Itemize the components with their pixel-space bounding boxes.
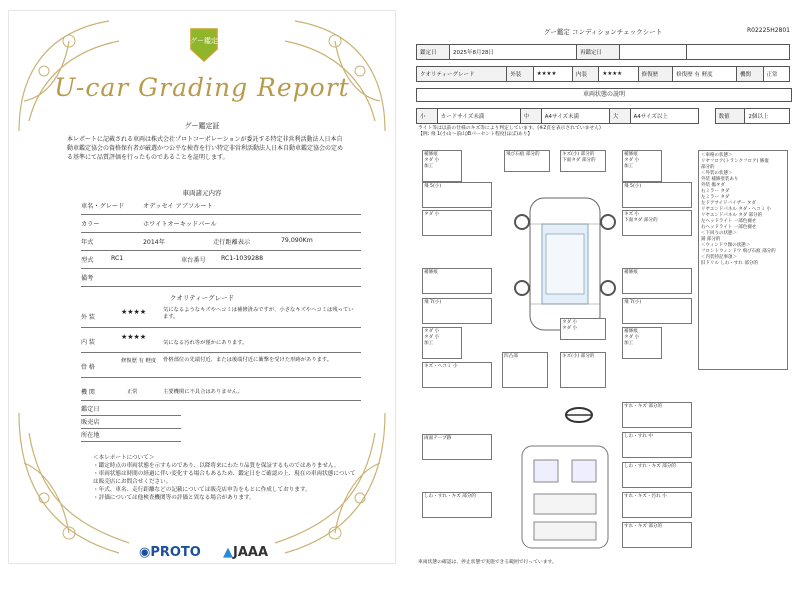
condition-point: 外装 傷タダ (701, 183, 725, 188)
condition-check-sheet (412, 22, 794, 570)
note-item: ・年式、車名、走行距離などの記載については販売店申告をもとに作成しております。 (93, 487, 311, 493)
wheel-icon (515, 215, 529, 229)
box-line: 飛 7(小) (424, 300, 442, 305)
spec-mileage-label: 走行距離表示 (213, 239, 251, 246)
notes-heading: ＜本レポートについて＞ (93, 455, 155, 461)
condition-point: 旧ドリル しわ・すれ 部分的 (701, 261, 758, 266)
condition-points-list (698, 150, 788, 370)
spec-row-name (81, 199, 361, 215)
quality-label: 外 装 (81, 314, 95, 321)
engine-value: 正常 (763, 67, 790, 82)
reinspect-value (620, 45, 687, 60)
damage-box (622, 492, 692, 518)
box-line: 加工 (424, 164, 434, 169)
box-line: 下面タダ 部分的 (624, 218, 658, 223)
spec-color-value: ホワイトオーキッドパール (143, 221, 217, 228)
proto-logo-text: PROTO (150, 545, 201, 560)
quality-row-frame (81, 355, 361, 378)
damage-box (622, 182, 692, 208)
box-line: しわ・すれ・キズ 部分的 (424, 494, 476, 499)
damage-box (622, 522, 692, 548)
dealer-row (81, 417, 181, 429)
engine-label: 機関 (737, 67, 763, 82)
date-value: 2025年8月28日 (450, 45, 577, 60)
damage-box (560, 352, 606, 388)
wheel-icon (601, 215, 615, 229)
spec-model-label: 型式 (81, 257, 94, 264)
damage-box (422, 182, 492, 208)
box-line: タダ 小 (562, 326, 578, 331)
box-line: すれ・キズ・汚れ 小 (624, 494, 667, 499)
count-label: 数値 (715, 109, 745, 124)
note-item: ・評価については他検査機関等の評価と異なる場合があります。 (93, 495, 255, 501)
legend-line: 【例: 飛 1(小山～前山)Bパーセント程度(ほぼ)あり】 (418, 132, 533, 137)
spec-color-label: カラー (81, 221, 100, 228)
ext-label: 外装 (507, 67, 533, 82)
spec-header: 車両諸元内容 (182, 189, 222, 197)
quality-text: 気になるようなキズやヘコミは補修済みですが、小さなキズやヘコミは残っています。 (163, 307, 354, 320)
damage-box (422, 492, 492, 518)
box-line: キズ(小) 部分的 (562, 354, 595, 359)
date-table (416, 44, 790, 60)
damage-box (622, 432, 692, 458)
sheet-id: R02225H2801 (746, 27, 790, 34)
condition-point: 錆 部分的 (701, 237, 721, 242)
condition-point: ＜内装特記事項＞ (701, 255, 737, 260)
size-medium-label: 中 (521, 109, 542, 124)
spec-model-value: RC1 (111, 255, 124, 262)
condition-point: 左ドアサイドバイザー タダ (701, 201, 756, 206)
box-line: 加工 (624, 341, 634, 346)
spec-year-label: 年式 (81, 239, 94, 246)
condition-point: リヤエンドパネル タダ 部分的 (701, 213, 763, 218)
box-line: すれ・キズ 部分的 (624, 524, 663, 529)
spacer-cell (698, 109, 715, 124)
condition-point: ＜ウィンドウ類の状態＞ (701, 243, 751, 248)
quality-row-exterior (81, 305, 361, 328)
spec-mileage-value: 79,090Km (281, 237, 313, 244)
address-label: 所在地 (81, 432, 100, 439)
damage-box (622, 150, 662, 182)
quality-row-interior (81, 330, 361, 353)
damage-box (422, 210, 492, 236)
damage-box (622, 298, 692, 324)
grade-table (416, 66, 790, 82)
damage-box (622, 402, 692, 428)
box-line: タダ 小 (424, 329, 440, 334)
quality-stars: 修復歴 有 軽度 (121, 358, 157, 364)
condition-point: 右ヘッドライト 一部色褪せ (701, 225, 757, 230)
spec-row-year (81, 235, 361, 251)
spec-name-value: オデッセイ アブソルート (143, 203, 213, 210)
box-line: タダ 小 (624, 335, 640, 340)
grading-report-page (8, 10, 396, 564)
quality-text: 骨格部位の先端付近、または後端付近に衝撃を受けた形跡があります。 (163, 357, 333, 363)
box-line: タダ 小 (424, 335, 440, 340)
damage-box (622, 462, 692, 488)
sheet-title: グー鑑定 コンディションチェックシート (543, 28, 663, 36)
condition-point: リヤエンドパネル タダ・ヘコミ 小 (701, 207, 772, 212)
damage-box (502, 352, 548, 388)
box-line: 補修痕 (424, 152, 438, 157)
jaaa-logo: ▲JAAA (223, 545, 269, 560)
box-line: タダ 小 (424, 158, 440, 163)
box-line: タダ 小 (624, 158, 640, 163)
ext-value: ★★★★ (533, 67, 572, 82)
repair-label: 修復歴 (638, 67, 673, 82)
condition-point: ＜車格の状態＞ (701, 153, 733, 158)
quality-stars: 正常 (127, 389, 138, 395)
steering-wheel-icon (564, 406, 594, 424)
quality-header: クオリティーグレード (169, 294, 235, 302)
date-row (81, 404, 181, 416)
quality-label: 機 関 (81, 389, 95, 396)
size-large-label: 大 (609, 109, 630, 124)
size-legend-table (416, 108, 790, 124)
damage-box (422, 362, 492, 388)
box-line: 下面タダ 部分的 (562, 158, 596, 163)
box-line: しわ・すれ・キズ 部分的 (624, 464, 676, 469)
box-line: 補修痕 (624, 270, 638, 275)
size-small-desc: カードサイズ未満 (437, 109, 520, 124)
quality-text: 気になる汚れ等が僅かにあります。 (163, 340, 248, 346)
int-value: ★★★★ (599, 67, 638, 82)
spec-year-value: 2014年 (143, 239, 165, 246)
size-large-desc: A4サイズ以上 (630, 109, 698, 124)
box-line: 加工 (624, 164, 634, 169)
damage-box (560, 318, 606, 340)
quality-stars: ★★★★ (121, 308, 147, 316)
damage-box (622, 210, 692, 236)
report-title: U-car Grading Report (54, 73, 350, 102)
blank-cell (687, 45, 790, 60)
logo-text: グー鑑定 (190, 37, 218, 45)
damage-box (622, 268, 692, 294)
spec-chassis-value: RC1-1039288 (221, 255, 264, 262)
quality-label: 内 装 (81, 339, 95, 346)
count-desc: 2個以上 (745, 109, 790, 124)
wheel-icon (515, 281, 529, 295)
box-line: 加工 (424, 341, 434, 346)
reinspect-label: 再鑑定日 (577, 45, 620, 60)
condition-point: ＜下回りの状態＞ (701, 231, 737, 236)
box-line: 飛 5(小) (624, 184, 642, 189)
sheet-footer: 車両状態の確認は、停止状態で実施できる範囲で行っています。 (418, 560, 557, 565)
int-label: 内装 (572, 67, 598, 82)
condition-point: 外装 補修塗装あり (701, 177, 739, 182)
damage-box (504, 150, 550, 172)
report-subtitle: グー鑑定証 (184, 122, 220, 130)
spec-row-remarks (81, 271, 361, 287)
box-line: 補修痕 (624, 329, 638, 334)
address-row (81, 430, 181, 442)
spec-row-color (81, 217, 361, 233)
damage-box (622, 327, 662, 359)
box-line: すれ・キズ 部分的 (624, 404, 663, 409)
wheel-icon (601, 281, 615, 295)
damage-box (422, 150, 462, 182)
condition-point: フロントウィンドウ 飛び石痕 部分的 (701, 249, 776, 254)
quality-row-engine (81, 380, 361, 401)
box-line: タダ 小 (562, 320, 578, 325)
legend-note (418, 126, 601, 138)
goo-kantei-shield-icon (189, 27, 219, 63)
dealer-label: 販売店 (81, 419, 100, 426)
condition-point: 左ミラー タダ (701, 195, 730, 200)
note-item: ・車両状態は時間の経過に伴い変化する場合もあるため、鑑定日をご確認の上、現在の車両状態については販売店にお問合せください。 (93, 471, 356, 485)
size-small-label: 小 (417, 109, 438, 124)
box-line: キズ 小 (624, 212, 640, 217)
note-item: ・鑑定時点の車両状態を示すものであり、以降将来にわたり品質を保証するものではありません。 (93, 463, 340, 469)
damage-box (560, 150, 606, 172)
box-line: 飛 7(小) (624, 300, 642, 305)
proto-logo: ◉PROTO (139, 545, 201, 560)
box-line: しわ・すれ 中 (624, 434, 654, 439)
box-line: タダ 小 (424, 212, 440, 217)
spec-remarks-label: 備考 (81, 275, 94, 282)
damage-box (422, 434, 492, 460)
size-medium-desc: A4サイズ未満 (541, 109, 609, 124)
quality-text: 主要機関に不具合はありません。 (163, 389, 243, 395)
jaaa-logo-text: JAAA (233, 545, 269, 560)
box-line: 両面テープ跡 (424, 436, 452, 441)
box-line: 凹凸部 (504, 354, 518, 359)
box-line: 補修痕 (424, 270, 438, 275)
condition-point: 部分的 (701, 165, 715, 170)
damage-box (422, 268, 492, 294)
repair-value: 修復歴 有 軽度 (673, 67, 737, 82)
report-notes (93, 454, 358, 502)
car-interior-diagram (510, 442, 620, 552)
box-line: 飛 5(小) (424, 184, 442, 189)
grade-label: クオリティーグレード (417, 67, 507, 82)
box-line: 補修痕 (624, 152, 638, 157)
condition-point: リヤフロア(トランクフロア) 修復 (701, 159, 769, 164)
spec-row-model (81, 253, 361, 269)
spec-chassis-label: 車台番号 (181, 257, 206, 264)
condition-point: ＜外装の状態＞ (701, 171, 733, 176)
box-line: キズ(小) 部分的 (562, 152, 595, 157)
car-top-diagram (510, 194, 620, 334)
box-line: 飛び石痕 部分的 (506, 152, 540, 157)
quality-label: 骨 格 (81, 364, 95, 371)
quality-stars: ★★★★ (121, 333, 147, 341)
date-label: 鑑定日 (417, 45, 450, 60)
date-label: 鑑定日 (81, 406, 100, 413)
legend-line: ライト等は以前の仕様のキズ等により判定しています。(※2頁を表示されていません) (418, 126, 601, 131)
condition-point: 左ヘッドライト 一部色褪せ (701, 219, 757, 224)
section-header: 車両状態の説明 (416, 88, 792, 102)
spec-name-label: 車名・グレード (81, 203, 125, 210)
damage-box (422, 327, 462, 359)
condition-point: 右ミラー タダ (701, 189, 730, 194)
intro-text: 本レポートに記載される車両は株式会社プロトコーポレーションが委託する特定非営利活動法人日本自動車鑑定協会の資格保有者が厳選かつ公平な検査を行い特定非営利活動法人日本自動車鑑定協会の定める基準にて品質評価を行ったものであることを証明します。 (67, 136, 344, 161)
box-line: キズ・ヘコミ 小 (424, 364, 458, 369)
damage-box (422, 298, 492, 324)
